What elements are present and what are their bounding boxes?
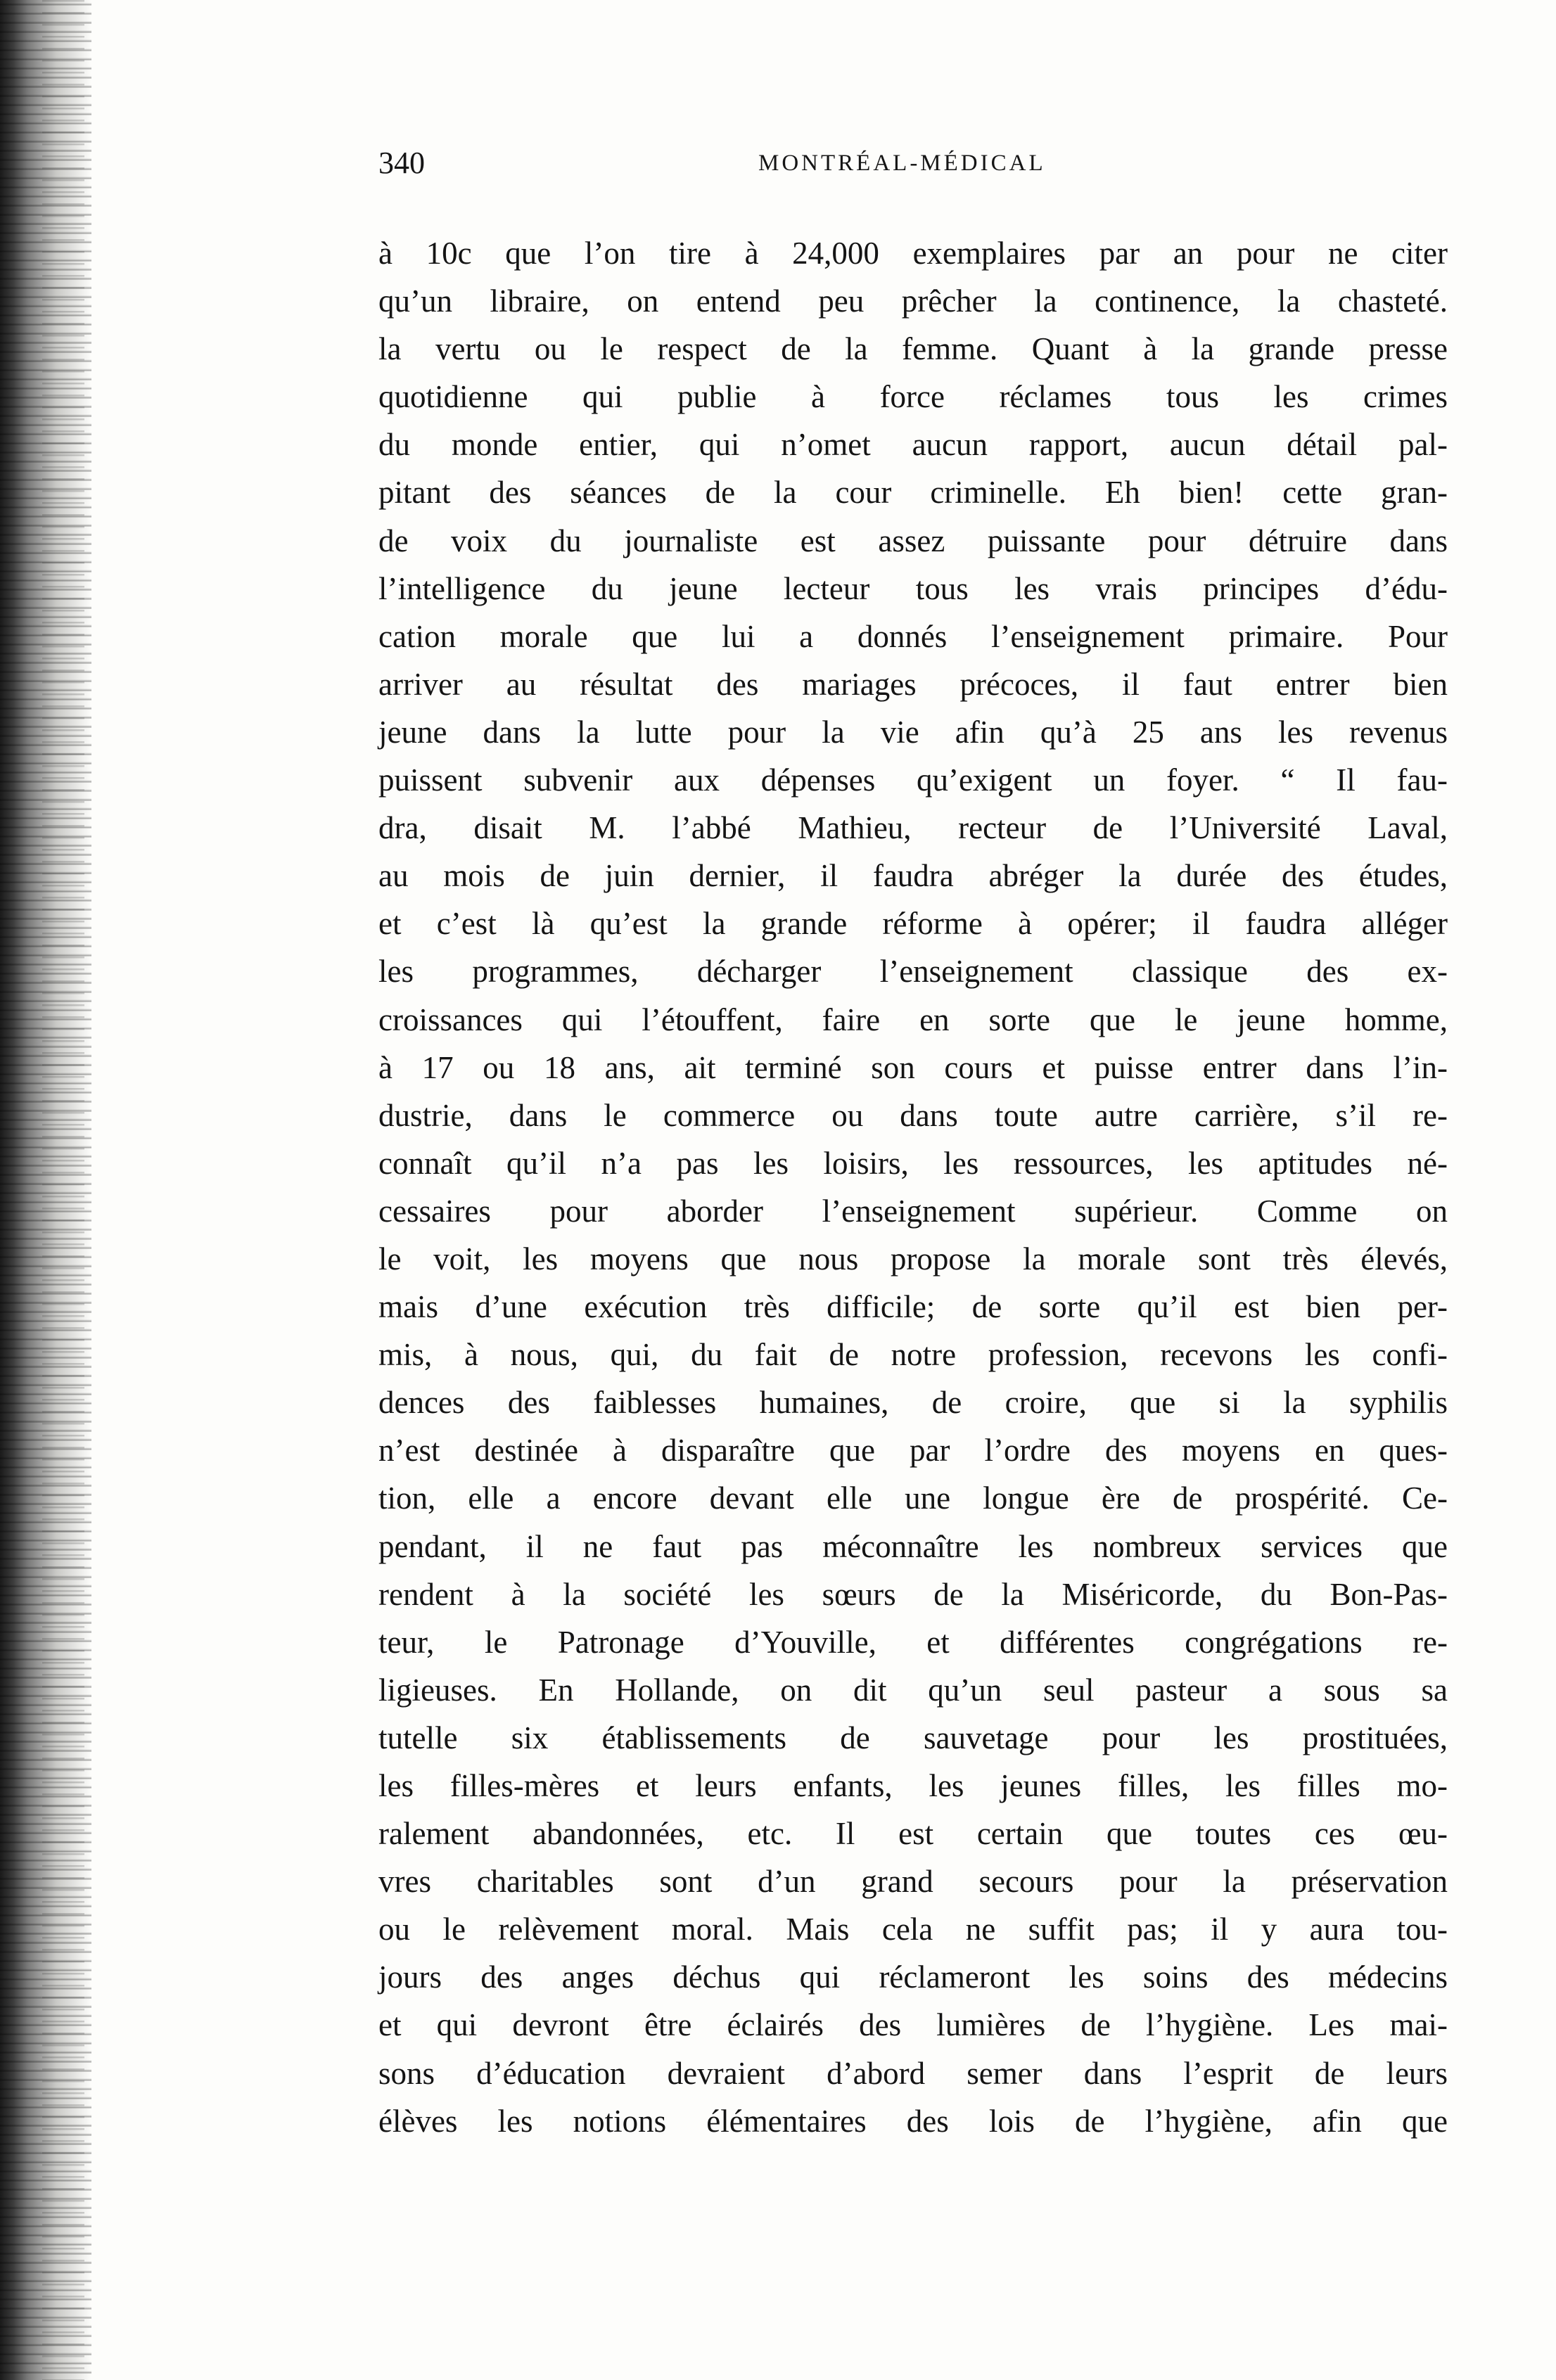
text-line: mais d’une exécution très difficile; de sorte qu’il est bien per- [378,1289,1448,1325]
text-line: pitant des séances de la cour criminelle. Eh bien! cette gran- [378,475,1448,511]
text-line: cation morale que lui a donnés l’enseignement primaire. Pour [378,618,1448,654]
text-line: cessaires pour aborder l’enseignement supérieur. Comme on [378,1193,1448,1229]
page-number: 340 [378,146,425,180]
text-line: dences des faiblesses humaines, de croire, que si la syphilis [378,1385,1448,1421]
text-line: et c’est là qu’est la grande réforme à opérer; il faudra alléger [378,906,1448,942]
text-line: ralement abandonnées, etc. Il est certain que toutes ces œu- [378,1816,1448,1852]
text-line: quotidienne qui publie à force réclames tous les crimes [378,379,1448,415]
text-line: les programmes, décharger l’enseignement classique des ex- [378,954,1448,990]
text-line: les filles-mères et leurs enfants, les jeunes filles, les filles mo- [378,1768,1448,1803]
text-line: qu’un libraire, on entend peu prêcher la continence, la chasteté. [378,283,1448,319]
text-line: ou le relèvement moral. Mais cela ne suffit pas; il y aura tou- [378,1912,1448,1947]
text-line: rendent à la société les sœurs de la Miséricorde, du Bon-Pas- [378,1576,1448,1612]
text-line: dra, disait M. l’abbé Mathieu, recteur de l’Université Laval, [378,810,1448,846]
text-line: ligieuses. En Hollande, on dit qu’un seul pasteur a sous sa [378,1672,1448,1708]
text-line: au mois de juin dernier, il faudra abréger la durée des études, [378,858,1448,894]
text-line: et qui devront être éclairés des lumières de l’hygiène. Les mai- [378,2007,1448,2043]
text-line: dustrie, dans le commerce ou dans toute autre carrière, s’il re- [378,1097,1448,1133]
text-line: à 10c que l’on tire à 24,000 exemplaires par an pour ne citer [378,236,1448,271]
text-line: sons d’éducation devraient d’abord semer dans l’esprit de leurs [378,2055,1448,2091]
text-line: pendant, il ne faut pas méconnaître les nombreux services que [378,1528,1448,1564]
text-line: puissent subvenir aux dépenses qu’exigent un foyer. “ Il fau- [378,762,1448,798]
text-line: vres charitables sont d’un grand secours pour la préservation [378,1864,1448,1900]
text-line: tutelle six établissements de sauvetage pour les prostituées, [378,1720,1448,1755]
text-line: élèves les notions élémentaires des lois de l’hygiène, afin que [378,2103,1448,2139]
text-line: tion, elle a encore devant elle une longue ère de prospérité. Ce- [378,1480,1448,1516]
text-line: du monde entier, qui n’omet aucun rapport, aucun détail pal- [378,427,1448,463]
text-line: la vertu ou le respect de la femme. Quant à la grande presse [378,331,1448,367]
running-head: MONTRÉAL-MÉDICAL [758,151,1046,176]
text-line: le voit, les moyens que nous propose la morale sont très élevés, [378,1241,1448,1277]
text-line: connaît qu’il n’a pas les loisirs, les ressources, les aptitudes né- [378,1145,1448,1181]
text-line: n’est destinée à disparaître que par l’ordre des moyens en ques- [378,1433,1448,1469]
body-paragraph [378,229,1448,2145]
text-line: mis, à nous, qui, du fait de notre profession, recevons les confi- [378,1337,1448,1373]
text-line: teur, le Patronage d’Youville, et différentes congrégations re- [378,1624,1448,1660]
text-line: l’intelligence du jeune lecteur tous les vrais principes d’édu- [378,570,1448,606]
binding-noise [42,0,84,2380]
text-line: de voix du journaliste est assez puissante pour détruire dans [378,523,1448,558]
text-line: à 17 ou 18 ans, ait terminé son cours et puisse entrer dans l’in- [378,1049,1448,1085]
text-line: croissances qui l’étouffent, faire en sorte que le jeune homme, [378,1002,1448,1037]
text-line: arriver au résultat des mariages précoces, il faut entrer bien [378,666,1448,702]
text-line: jeune dans la lutte pour la vie afin qu’à 25 ans les revenus [378,714,1448,750]
text-line: jours des anges déchus qui réclameront les soins des médecins [378,1959,1448,1995]
page-header [378,145,1450,187]
